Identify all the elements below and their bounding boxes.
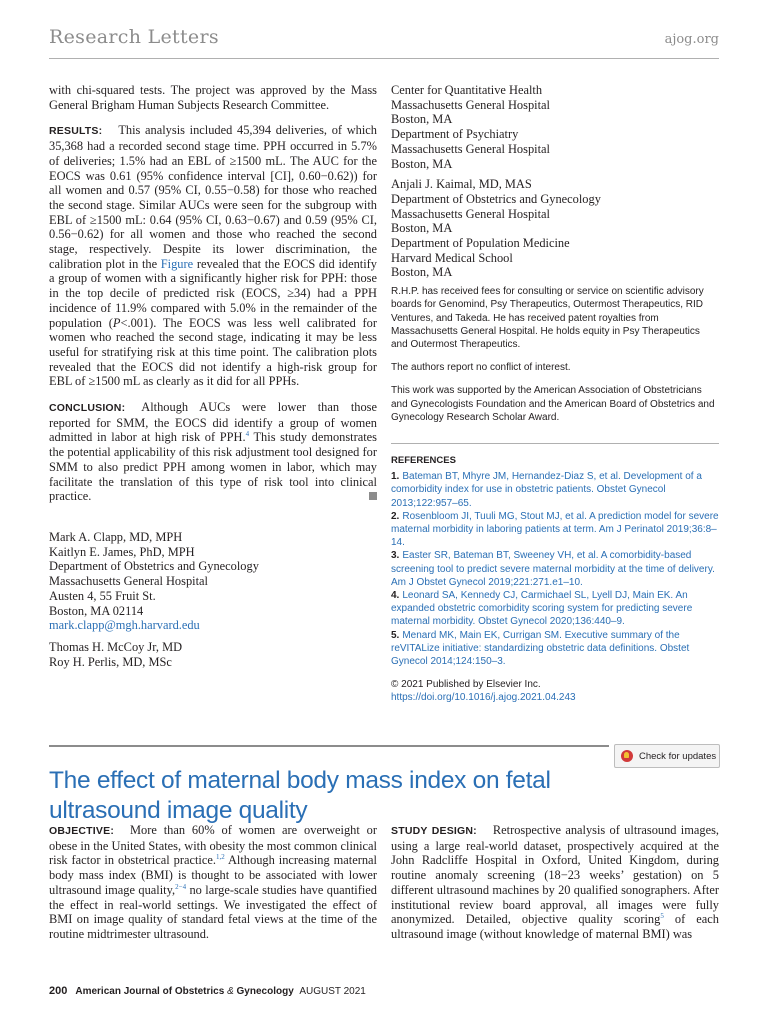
reference-link[interactable]: Rosenbloom JI, Tuuli MG, Stout MJ, et al. A prediction model for severe maternal morbidity in laboring patients at term. Am J Perinatol 2019;36:8–14.: [391, 510, 719, 549]
conclusion-heading: CONCLUSION:: [49, 402, 126, 415]
ref-citation[interactable]: 2−4: [175, 882, 187, 891]
ref-citation[interactable]: 5: [660, 912, 664, 921]
study-design-heading: STUDY DESIGN:: [391, 825, 477, 837]
affiliation-line: Harvard Medical School: [391, 250, 513, 265]
disclosure-text: R.H.P. has received fees for consulting or service on scientific advisory boards for Genomind, Psy Therapeutics, Outermost Therapeutics, RID Ventures, and Takeda. He has received patent royalties from Massachusetts General Hospital. He holds equity in Psy Therapeutics and Outermost Therapeutics.: [391, 286, 704, 350]
affiliation-line: Massachusetts General Hospital: [391, 141, 550, 156]
affiliation-line: Department of Population Medicine: [391, 236, 570, 251]
author-email[interactable]: mark.clapp@mgh.harvard.edu: [49, 618, 200, 633]
references-heading: REFERENCES: [391, 454, 456, 466]
author-line: Kaitlyn E. James, PhD, MPH: [49, 544, 195, 559]
affiliation-block-1: [391, 83, 719, 171]
objective-paragraph: OBJECTIVE: More than 60% of women are overweight or obese in the United States, with obesity the most common clinical risk factor in obstetrical practice.$^{1,2}$ Although increasing maternal body mass index (BMI) is thought to be associated with lower ultrasound image quality,$^{2-4}$ no large-scale studies have quantified the effect in real-world settings. We investigated the effect of BMI on image quality of standard fetal views at the time of the routine midtrimester ultrasound.: [49, 823, 377, 941]
author-block: [49, 530, 377, 669]
reference-item: 2. Rosenbloom JI, Tuuli MG, Stout MJ, et al. A prediction model for severe maternal morbidity in laboring patients at term. Am J Perinatol 2019;36:8–14.: [391, 510, 719, 549]
affiliation-line: Department of Psychiatry: [391, 127, 519, 142]
end-mark-icon: [369, 492, 377, 500]
check-for-updates-button[interactable]: Check for updates: [614, 744, 720, 768]
author-line: Massachusetts General Hospital: [49, 574, 208, 589]
affiliation-line: Massachusetts General Hospital: [391, 97, 550, 112]
journal-site[interactable]: ajog.org: [664, 32, 719, 47]
section-header: Research Letters: [49, 26, 219, 48]
author-line: Mark A. Clapp, MD, MPH: [49, 529, 183, 544]
reference-item: 4. Leonard SA, Kennedy CJ, Carmichael SL, Lyell DJ, Main EK. An expanded obstetric comorbidity scoring system for predicting severe maternal morbidity. Obstet Gynecol 2020;136:440–9.: [391, 590, 693, 628]
affiliation-line: Boston, MA: [391, 221, 453, 236]
page-number: 200: [49, 985, 68, 997]
affiliation-line: Boston, MA: [391, 265, 453, 280]
references-rule: [391, 443, 719, 444]
intro-paragraph: with chi-squared tests. The project was approved by the Mass General Brigham Human Subjects Research Committee.: [49, 83, 377, 112]
affiliation-line: Department of Obstetrics and Gynecology: [391, 191, 601, 206]
design-column: [391, 823, 719, 942]
copyright-line: © 2021 Published by Elsevier Inc. https://doi.org/10.1016/j.ajog.2021.04.243: [391, 679, 576, 704]
left-column: [49, 83, 377, 669]
reference-link[interactable]: Leonard SA, Kennedy CJ, Carmichael SL, Lyell DJ, Main EK. An expanded obstetric comorbidity scoring system for predicting severe maternal morbidity. Obstet Gynecol 2020;136:440–9.: [391, 590, 693, 628]
check-updates-icon: [621, 750, 633, 762]
objective-heading: OBJECTIVE:: [49, 825, 115, 837]
article-title: The effect of maternal body mass index on fetal ultrasound image quality: [49, 767, 551, 824]
affiliation-line: Boston, MA: [391, 156, 453, 171]
objective-column: [49, 823, 377, 942]
article-divider: [49, 745, 609, 747]
page-footer: [49, 985, 366, 997]
references-list: [391, 470, 719, 668]
funding-text: This work was supported by the American Association of Obstetricians and Gynecologists Foundation and the American Board of Obstetrics and Gynecology Research Scholar Award.: [391, 385, 715, 423]
right-column: [391, 83, 719, 705]
reference-link[interactable]: Bateman BT, Mhyre JM, Hernandez-Diaz S, et al. Development of a comorbidity index for use in obstetric patients. Obstet Gynecol 2013;122:957–65.: [391, 471, 702, 509]
reference-item: 3. Easter SR, Bateman BT, Sweeney VH, et al. A comorbidity-based screening tool to predict severe maternal morbidity at the time of delivery. Am J Obstet Gynecol 2019;221:271.e1–10.: [391, 550, 715, 588]
conclusion-paragraph: CONCLUSION: Although AUCs were lower than those reported for SMM, the EOCS did identify a group of women admitted in labor at high risk of PPH.$^4$ This study demonstrates the potential applicability of this risk adjustment tool designed for SMM to also predict PPH among women in labor, which may facilitate the translation of this type of risk tool into clinical practice.: [49, 400, 378, 504]
reference-item: 1. Bateman BT, Mhyre JM, Hernandez-Diaz S, et al. Development of a comorbidity index for use in obstetric patients. Obstet Gynecol 2013;122:957–65.: [391, 471, 702, 509]
affiliation-line: Anjali J. Kaimal, MD, MAS: [391, 177, 532, 192]
affiliation-line: Boston, MA: [391, 112, 453, 127]
journal-name: American Journal of Obstetrics & Gynecology: [75, 986, 294, 997]
conflict-text: The authors report no conflict of interest.: [391, 362, 571, 374]
issue-date: AUGUST 2021: [299, 986, 366, 997]
reference-link[interactable]: Menard MK, Main EK, Currigan SM. Executive summary of the reVITALize initiative: standardizing obstetric data definitions. Obstet Gynecol 2014;124:150–3.: [391, 629, 690, 668]
ref-citation[interactable]: 1,2: [215, 853, 225, 862]
header-rule: [49, 58, 719, 59]
affiliation-line: Massachusetts General Hospital: [391, 206, 550, 221]
author-line: Department of Obstetrics and Gynecology: [49, 559, 259, 574]
author-line: Thomas H. McCoy Jr, MD: [49, 639, 183, 654]
author-line: Austen 4, 55 Fruit St.: [49, 588, 156, 603]
reference-link[interactable]: Easter SR, Bateman BT, Sweeney VH, et al. A comorbidity-based screening tool to predict severe maternal morbidity at the time of delivery. Am J Obstet Gynecol 2019;221:271.e1–10.: [391, 550, 715, 588]
results-heading: RESULTS:: [49, 125, 103, 138]
ref-citation[interactable]: 4: [245, 430, 250, 439]
reference-item: 5. Menard MK, Main EK, Currigan SM. Executive summary of the reVITALize initiative: standardizing obstetric data definitions. Obstet Gynecol 2014;124:150–3.: [391, 629, 690, 668]
doi-link[interactable]: https://doi.org/10.1016/j.ajog.2021.04.243: [391, 692, 576, 704]
study-design-paragraph: STUDY DESIGN: Retrospective analysis of ultrasound images, using a large real-world dataset, prospectively acquired at the John Radcliffe Hospital in Oxford, United Kingdom, during routine anomaly screening (18−23 weeks’ gestation) on 5 different ultrasound machines by 20 qualified sonographers. After institutional review board approval, all images were fully anonymized. Detailed, objective quality scoring$^5$ of each ultrasound image (without knowledge of maternal BMI) was: [391, 823, 719, 941]
figure-link[interactable]: Figure: [160, 256, 194, 271]
author-line: Roy H. Perlis, MD, MSc: [49, 654, 172, 669]
affiliation-block-2: [391, 177, 719, 280]
results-paragraph: RESULTS: This analysis included 45,394 deliveries, of which 35,368 had a recorded second stage time. PPH occurred in 5.7% of deliveries; 1.5% had an EBL of ≥1500 mL. The AUC for the EOCS was 0.61 (95% confidence interval [CI], 0.60−0.62)) for all women and 0.57 (95% CI, 0.55−0.58) for those who reached the second stage. Similar AUCs were seen for the subgroup with EBL of ≥1500 mL: 0.64 (95% CI, 0.63−0.67) and 0.59 (95% CI, 0.56−0.62) for all women and those who reached the second stage, respectively. Despite its lower discrimination, the calibration plot in the Figure revealed that the EOCS did identify a group of women with a significantly higher risk for PPH: those in the top decile of predicted risk (EOCS, ≥34) had a PPH incidence of 11.9% compared with 5.0% in the remainder of the population (P<.001). The EOCS was less well calibrated for women who reached the second stage, indicating it may be less useful for stratifying risk at this time point. The calibration plots revealed that the EOCS did not identify a high-risk group for EBL of ≥1500 mL as clearly as it did for all PPHs.: [49, 123, 377, 389]
affiliation-line: Center for Quantitative Health: [391, 83, 543, 97]
author-line: Boston, MA 02114: [49, 603, 144, 618]
